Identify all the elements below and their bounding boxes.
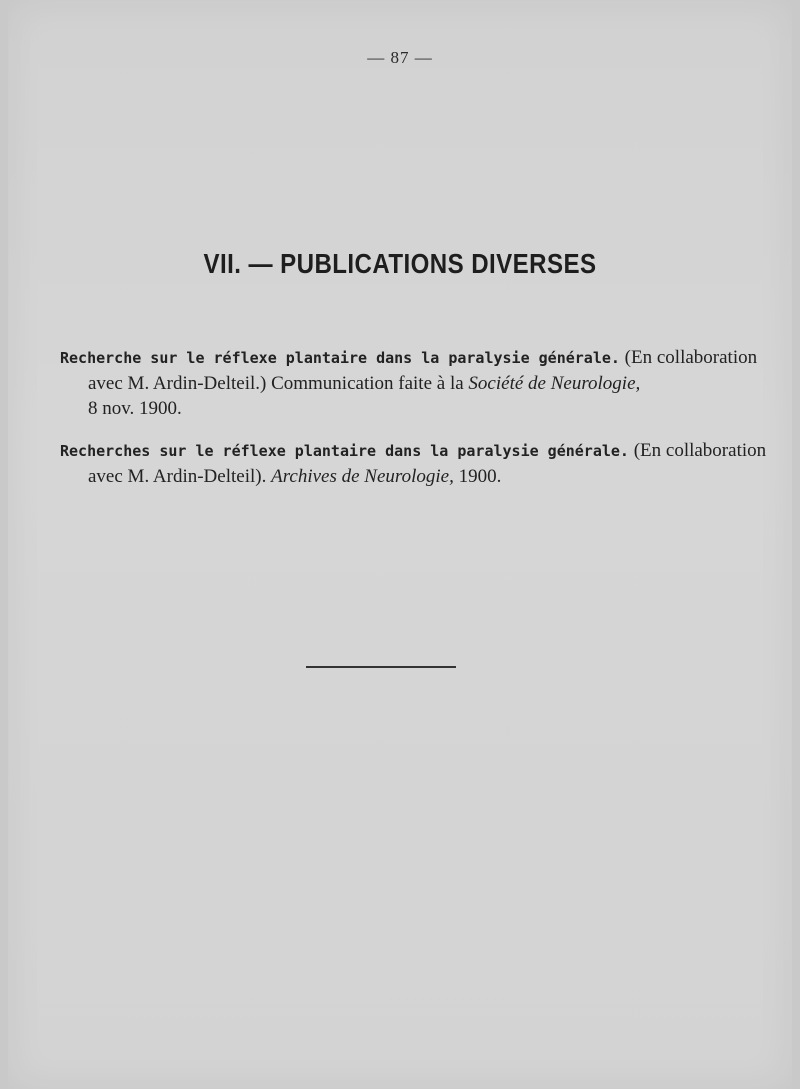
section-title: VII. — PUBLICATIONS DIVERSES xyxy=(203,248,597,279)
entry-text: (En collaboration xyxy=(628,440,767,461)
entry-line xyxy=(60,438,767,464)
publication-entry xyxy=(60,438,767,489)
entry-journal: Archives de Neurologie, xyxy=(271,466,454,487)
publication-entry xyxy=(60,345,758,421)
entry-journal: Société de Neurologie, xyxy=(468,373,641,394)
entry-title: Recherche sur le réflexe plantaire dans la paralysie générale. xyxy=(60,349,620,367)
entry-date: 1900. xyxy=(453,466,502,487)
entry-text: (En collaboration xyxy=(619,347,758,368)
entry-line xyxy=(60,371,710,396)
entry-text: avec M. Ardin-Delteil). xyxy=(88,466,272,487)
document-page xyxy=(8,0,792,1089)
entry-line xyxy=(60,396,710,421)
section-divider xyxy=(306,666,456,668)
page-number: — 87 — xyxy=(367,48,433,67)
entry-title: Recherches sur le réflexe plantaire dans la paralysie générale. xyxy=(60,442,629,460)
entry-line xyxy=(60,464,710,489)
entry-line xyxy=(60,345,758,371)
entry-date: 8 nov. 1900. xyxy=(88,398,182,419)
entry-text: avec M. Ardin-Delteil.) Communication faite à la xyxy=(88,373,469,394)
